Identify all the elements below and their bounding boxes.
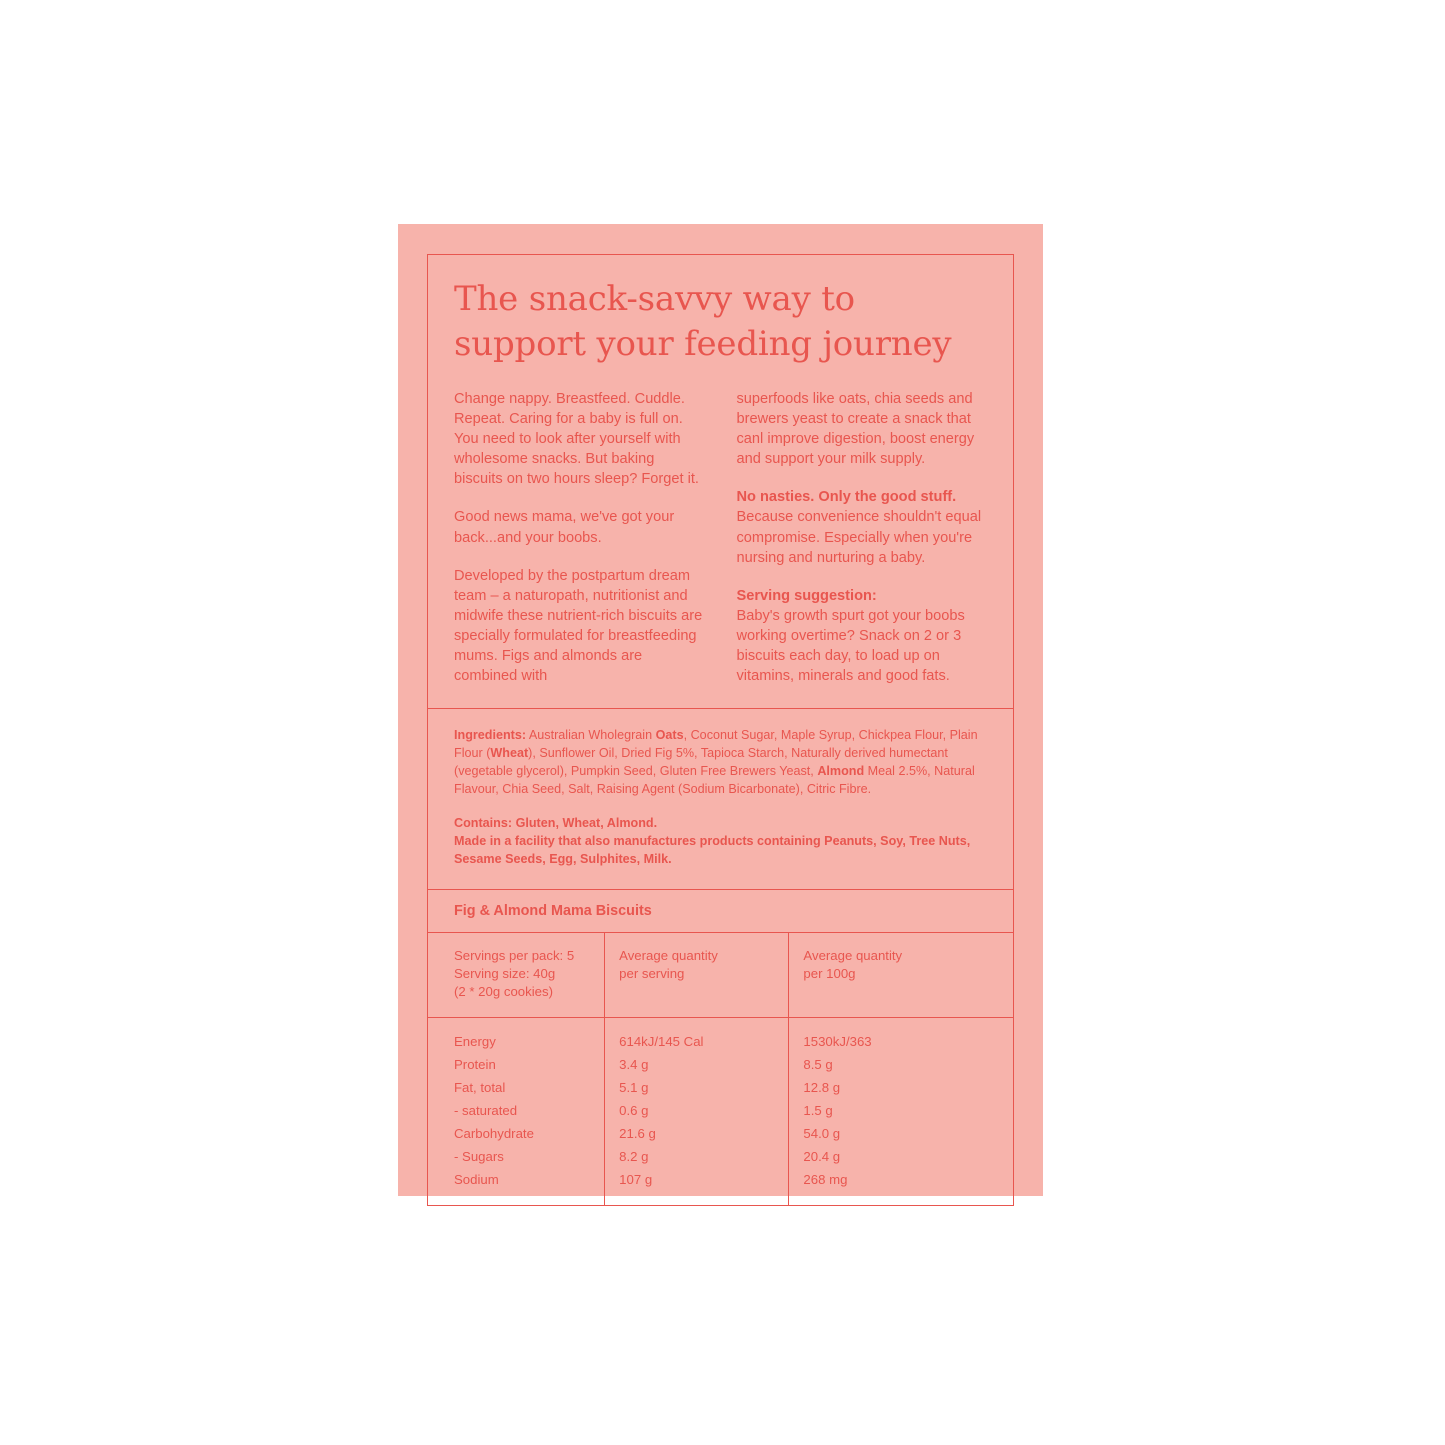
story-paragraph-2: Good news mama, we've got your back...and your boobs. — [454, 509, 675, 546]
ingredients-seg-2: , Coconut Sugar, Maple Syrup, Chickpea Flour, Plain Flour ( — [454, 728, 978, 761]
no-nasties-block — [737, 487, 988, 568]
column-header-per-serving — [605, 933, 789, 1018]
table-row — [428, 1076, 1013, 1099]
per-100g-line-2: per 100g — [803, 965, 856, 981]
ingredients-allergen-wheat: Wheat — [490, 746, 529, 761]
serving-info-cell — [428, 933, 605, 1018]
serving-suggestion-title: Serving suggestion: — [736, 587, 877, 604]
ingredients-seg-1: Australian Wholegrain — [526, 728, 656, 743]
nutrient-per-100g: 54.0 g — [803, 1126, 841, 1142]
nutrient-per-serving: 0.6 g — [605, 1099, 789, 1122]
story-panel — [427, 254, 1014, 709]
allergen-statement — [454, 815, 987, 869]
nutrient-per-100g: 8.5 g — [803, 1057, 833, 1073]
nutrient-name: Fat, total — [428, 1076, 605, 1099]
column-header-per-100g — [789, 933, 1013, 1018]
nutrient-name: Sodium — [428, 1168, 605, 1205]
serving-size: Serving size: 40g — [454, 965, 556, 981]
nutrient-per-serving: 3.4 g — [605, 1053, 789, 1076]
nutrient-per-serving: 8.2 g — [605, 1145, 789, 1168]
table-row — [428, 1122, 1013, 1145]
nutrient-name: - saturated — [428, 1099, 605, 1122]
story-paragraph-3: Developed by the postpartum dream team – a naturopath, nutritionist and midwife these nutrient-rich biscuits are specially formulated for breastfeeding mums. Figs and almonds are combined with — [454, 567, 703, 685]
nutrient-per-100g: 20.4 g — [803, 1149, 841, 1165]
ingredients-allergen-almond: Almond — [817, 764, 865, 779]
per-100g-line-1: Average quantity — [803, 947, 903, 963]
ingredients-allergen-oats: Oats — [655, 728, 684, 743]
product-packaging-back — [398, 224, 1043, 1196]
nutrition-panel — [427, 890, 1014, 1207]
table-row — [428, 1053, 1013, 1076]
serving-note: (2 * 20g cookies) — [454, 983, 553, 999]
per-serving-line-1: Average quantity — [619, 947, 718, 963]
contains-line: Contains: Gluten, Wheat, Almond. — [454, 815, 658, 830]
story-paragraph-1: Change nappy. Breastfeed. Cuddle. Repeat. Caring for a baby is full on. You need to look after yourself with wholesome snacks. But baking biscuits on two hours sleep? Forget it. — [454, 390, 699, 488]
story-column-left — [454, 389, 705, 687]
nutrient-per-serving: 107 g — [605, 1168, 789, 1205]
nutrient-per-serving: 21.6 g — [605, 1122, 789, 1145]
per-serving-line-2: per serving — [619, 965, 685, 981]
ingredients-text — [454, 727, 987, 799]
no-nasties-body: Because convenience shouldn't equal compromise. Especially when you're nursing and nurturing a baby. — [736, 509, 982, 566]
nutrition-title: Fig & Almond Mama Biscuits — [428, 890, 1013, 933]
nutrient-per-100g: 268 mg — [803, 1172, 848, 1188]
serving-suggestion-block — [737, 586, 988, 687]
story-columns — [454, 389, 987, 687]
nutrition-header-row — [428, 933, 1013, 1018]
serving-suggestion-body: Baby's growth spurt got your boobs working overtime? Snack on 2 or 3 biscuits each day, to load up on vitamins, minerals and good fats. — [736, 607, 965, 685]
ingredients-seg-4: Meal 2.5%, Natural Flavour, Chia Seed, Salt, Raising Agent (Sodium Bicarbonate), Citric Fibre. — [454, 764, 975, 796]
nutrient-per-serving: 614kJ/145 Cal — [605, 1018, 789, 1054]
nutrient-name: Protein — [428, 1053, 605, 1076]
story-column-right — [737, 389, 988, 687]
page-title: The snack-savvy way to support your feeding journey — [454, 279, 952, 364]
nutrition-table — [428, 933, 1013, 1206]
nutrient-per-serving: 5.1 g — [605, 1076, 789, 1099]
nutrient-per-100g: 1530kJ/363 — [803, 1034, 872, 1050]
table-row — [428, 1168, 1013, 1205]
nutrient-name: Energy — [428, 1018, 605, 1054]
facility-line: Made in a facility that also manufactures products containing Peanuts, Soy, Tree Nuts, Sesame Seeds, Egg, Sulphites, Milk. — [454, 833, 971, 866]
table-row — [428, 1099, 1013, 1122]
ingredients-panel — [427, 709, 1014, 889]
table-row — [428, 1145, 1013, 1168]
ingredients-seg-3: ), Sunflower Oil, Dried Fig 5%, Tapioca Starch, Naturally derived humectant (vegetable glycerol), Pumpkin Seed, Gluten Free Brewers Yeast, — [454, 746, 948, 779]
table-row — [428, 1018, 1013, 1054]
story-paragraph-4: superfoods like oats, chia seeds and brewers yeast to create a snack that canl improve digestion, boost energy and support your milk supply. — [736, 390, 975, 468]
nutrient-per-100g: 12.8 g — [803, 1080, 841, 1096]
ingredients-label: Ingredients: — [454, 728, 527, 743]
nutrient-name: - Sugars — [428, 1145, 605, 1168]
no-nasties-title: No nasties. Only the good stuff. — [736, 489, 957, 506]
nutrient-per-100g: 1.5 g — [803, 1103, 833, 1119]
nutrient-name: Carbohydrate — [428, 1122, 605, 1145]
servings-per-pack: Servings per pack: 5 — [454, 947, 575, 963]
